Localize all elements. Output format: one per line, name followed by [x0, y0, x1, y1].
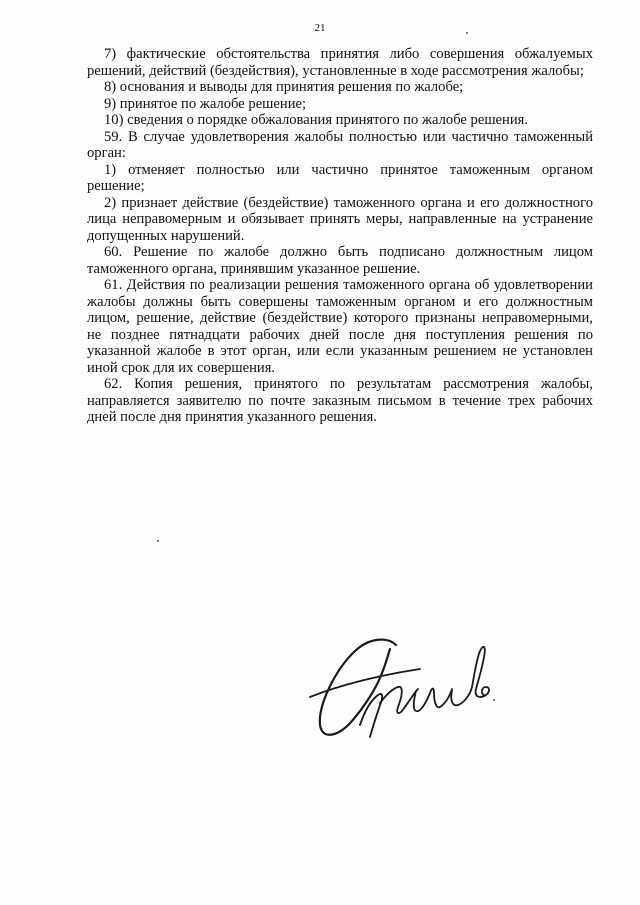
- handwritten-signature: [300, 625, 510, 750]
- paragraph-item-9: 9) принятое по жалобе решение;: [104, 95, 307, 112]
- paragraph-59: 59. В случае удовлетворения жалобы полностью или частично таможенный орган:: [87, 128, 593, 161]
- scan-speck: [466, 32, 468, 34]
- paragraph-item-8: 8) основания и выводы для принятия решения по жалобе;: [104, 79, 464, 95]
- paragraph-item-10: 10) сведения о порядке обжалования принятого по жалобе решения.: [104, 112, 529, 128]
- paragraph-item-7: 7) фактические обстоятельства принятия либо совершения обжалуемых решений, действий (бездействия), установленные в ходе рассмотрения жалобы;: [87, 46, 593, 79]
- paragraph-62: 62. Копия решения, принятого по результатам рассмотрения жалобы, направляется заявителю по почте заказным письмом в течение трех рабочих дней после дня принятия указанного решения.: [87, 376, 593, 425]
- paragraph-59-item-1: 1) отменяет полностью или частично принятое таможенным органом решение;: [87, 161, 593, 194]
- paragraph-59-item-2: 2) признает действие (бездействие) таможенного органа и его должностного лица неправомерным и обязывает принять меры, направленные на устранение допущенных нарушений.: [87, 194, 593, 244]
- scan-speck: [157, 540, 159, 542]
- paragraph-61: 61. Действия по реализации решения таможенного органа об удовлетворении жалобы должны быть совершены таможенным органом и его должностным лицом, решение, действие (бездействие) которого признаны неправомерными, не позднее пятнадцати рабочих дней после дня поступления решения по указанной жалобе в этот орган, или если указанным решением не установлен иной срок для их совершения.: [87, 277, 593, 376]
- paragraph-60: 60. Решение по жалобе должно быть подписано должностным лицом таможенного органа, принявшим указанное решение.: [87, 244, 593, 277]
- page-number: 21: [314, 22, 326, 34]
- document-body: [87, 46, 593, 426]
